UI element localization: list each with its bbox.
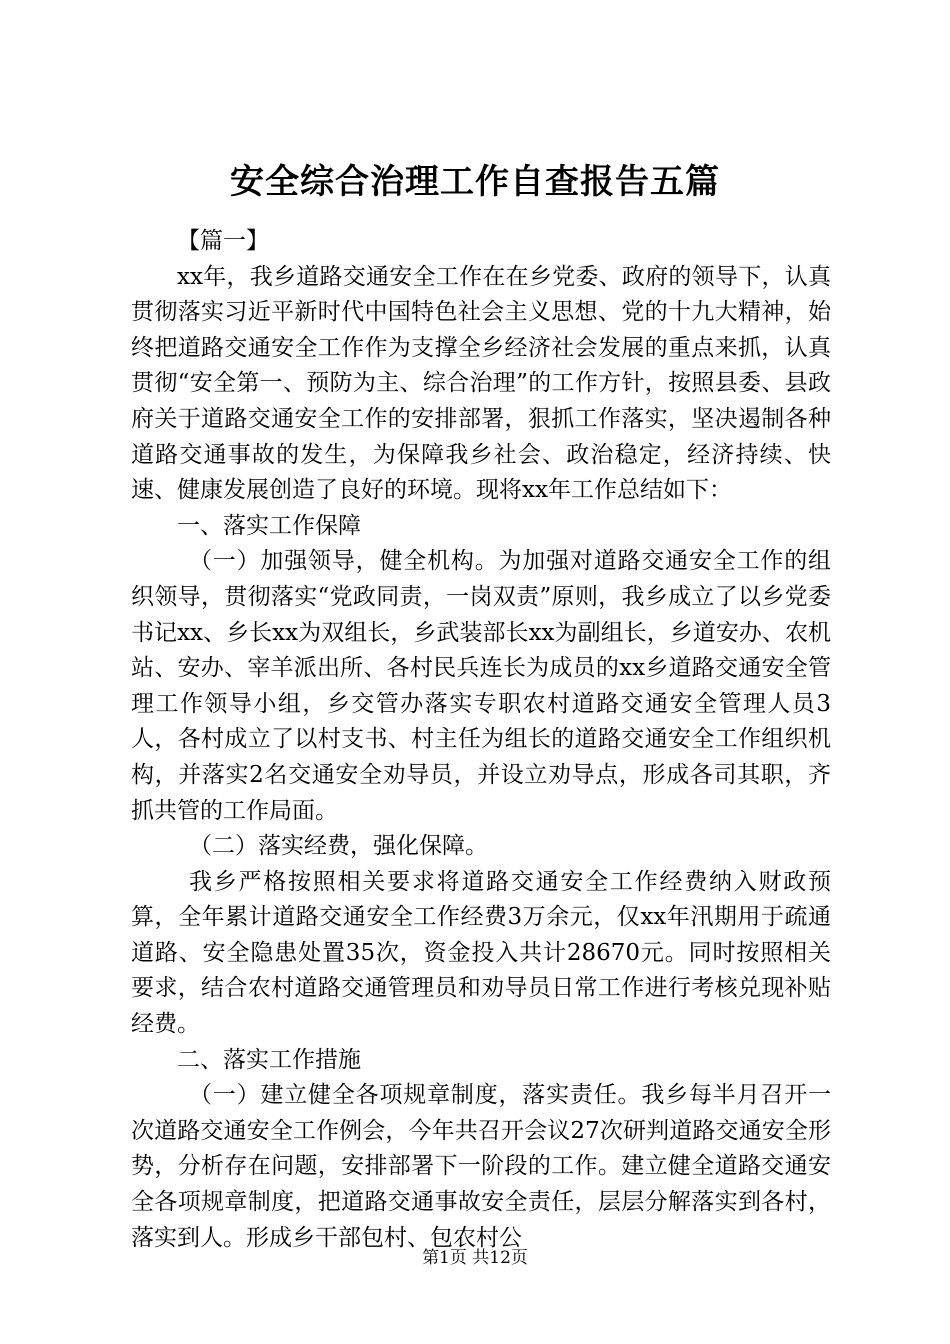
section-heading-2: 二、落实工作措施 bbox=[177, 1046, 361, 1073]
section-heading-part-one: 【篇一】 bbox=[177, 228, 269, 254]
subheading-funding: （二）落实经费，强化保障。 bbox=[189, 833, 488, 860]
paragraph-regulations: （一）建立健全各项规章制度，落实责任。我乡每半月召开一次道路交通安全工作例会，今年共召开会议27次研判道路交通安全形势，分析存在问题，安排部署下一阶段的工作。建立健全道路交通安全各项规章制度，把道路交通事故安全责任，层层分解落实到各村，落实到人。形成乡干部包村、包农村公 bbox=[131, 1082, 831, 1251]
paragraph-leadership: （一）加强领导，健全机构。为加强对道路交通安全工作的组织领导，贯彻落实“党政同责，一岗双责”原则，我乡成立了以乡党委书记xx、乡长xx为双组长，乡武装部长xx为副组长，乡道安办、农机站、安办、宰羊派出所、各村民兵连长为成员的xx乡道路交通安全管理工作领导小组，乡交管办落实专职农村道路交通安全管理人员3人，各村成立了以村支书、村主任为组长的道路交通安全工作组织机构，并落实2名交通安全劝导员，并设立劝导点，形成各司其职，齐抓共管的工作局面。 bbox=[131, 548, 831, 824]
paragraph-funding: 我乡严格按照相关要求将道路交通安全工作经费纳入财政预算，全年累计道路交通安全工作经费3万余元，仅xx年汛期用于疏通道路、安全隐患处置35次，资金投入共计28670元。同时按照相关要求，结合农村道路交通管理员和劝导员日常工作进行考核兑现补贴经费。 bbox=[131, 868, 831, 1038]
section-heading-1: 一、落实工作保障 bbox=[177, 512, 361, 539]
document-title: 安全综合治理工作自查报告五篇 bbox=[230, 162, 720, 202]
paragraph-intro: xx年，我乡道路交通安全工作在在乡党委、政府的领导下，认真贯彻落实习近平新时代中国特色社会主义思想、党的十九大精神，始终把道路交通安全工作作为支撑全乡经济社会发展的重点来抓，认真贯彻“安全第一、预防为主、综合治理”的工作方针，按照县委、县政府关于道路交通安全工作的安排部署，狠抓工作落实，坚决遏制各种道路交通事故的发生，为保障我乡社会、政治稳定，经济持续、快速、健康发展创造了良好的环境。现将xx年工作总结如下： bbox=[131, 263, 831, 504]
document-body bbox=[131, 224, 831, 1256]
page-number-footer: 第1页 共12页 bbox=[422, 1248, 528, 1268]
